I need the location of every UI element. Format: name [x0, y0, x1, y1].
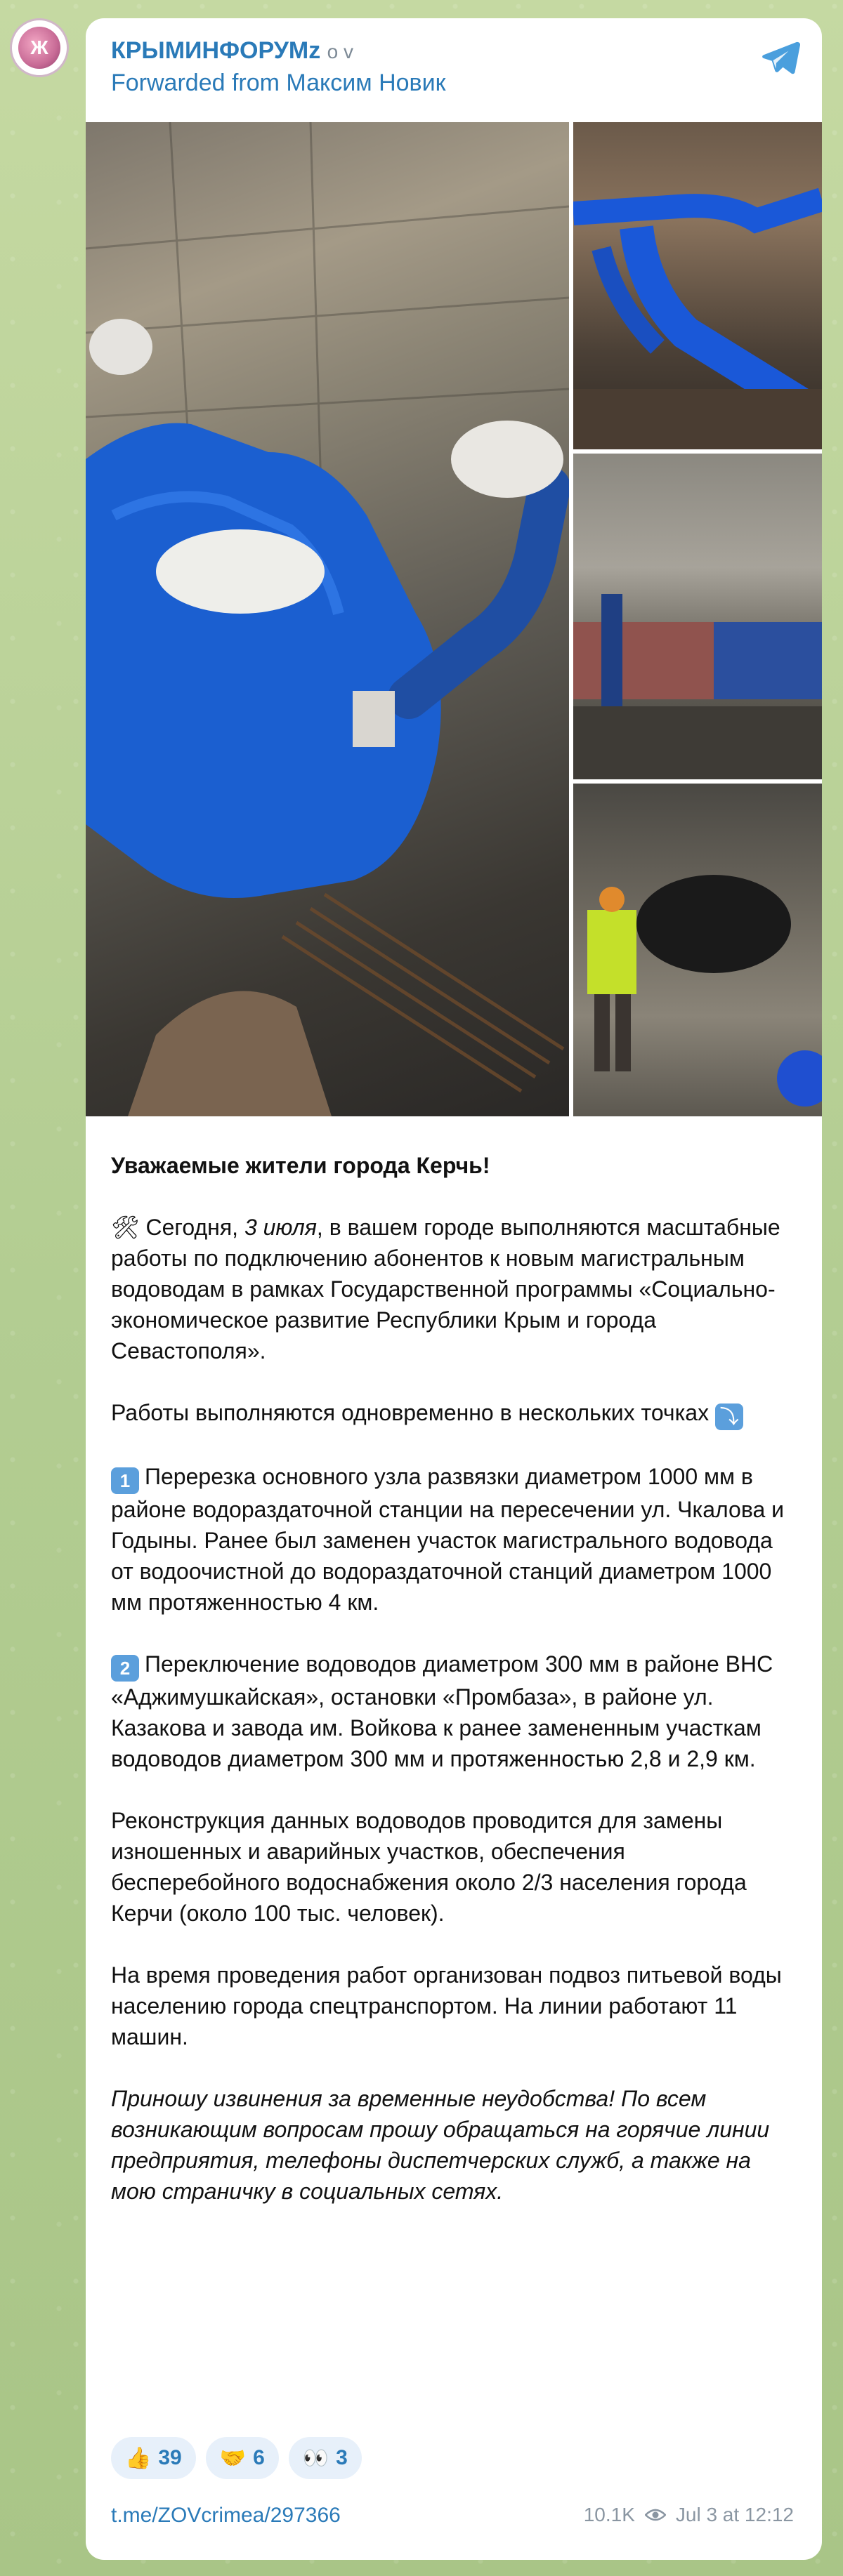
post-greeting: Уважаемые жители города Керчь!: [111, 1153, 490, 1178]
post-paragraph-6: На время проведения работ организован подвоз питьевой воды населению города спецтранспортом. На линии работают 11 машин.: [111, 1962, 782, 2049]
p2-text: Работы выполняются одновременно в нескольких точках: [111, 1400, 710, 1425]
p3-text: Перерезка основного узла развязки диаметром 1000 мм в районе водораздаточной станции на пересечении ул. Чкалова и Годыны. Ранее был заменен участок магистрального водовода от водоочистной до водораздаточной станций диаметром 1000 мм протяженностью 4 км.: [111, 1464, 785, 1615]
post-paragraph-3: [111, 1461, 799, 1618]
channel-name-suffix: o v: [327, 41, 354, 62]
photo-pipes[interactable]: [573, 122, 822, 449]
post-paragraph-4: [111, 1649, 799, 1774]
reaction-thumbs-up[interactable]: [111, 2437, 196, 2479]
reaction-count: 6: [253, 2446, 265, 2469]
channel-avatar[interactable]: [10, 18, 69, 77]
post-link[interactable]: t.me/ZOVcrimea/297366: [111, 2504, 341, 2527]
post-paragraph-7: Приношу извинения за временные неудобства! По всем возникающим вопросам прошу обращаться на горячие линии предприятия, телефоны диспетчерских служб, а также на мою страничку в социальных сетях.: [111, 2086, 770, 2204]
p1-pre: Сегодня,: [139, 1215, 244, 1240]
post-time: Jul 3 at 12:12: [675, 2504, 794, 2525]
telegram-share-icon[interactable]: [759, 37, 801, 79]
media-grid: [86, 122, 822, 1116]
thumbs-up-icon: 👍: [125, 2446, 152, 2470]
post-text: [111, 1150, 799, 2238]
photo-pipe-joint[interactable]: [573, 454, 822, 779]
reaction-count: 3: [336, 2446, 348, 2469]
p4-text: Переключение водоводов диаметром 300 мм в районе ВНС «Аджимушкайская», остановки «Промбаза», в районе ул. Казакова и завода им. Войкова к ранее замененным участкам водоводов диаметром 300 мм и протяженностью 2,8 и 2,9 км.: [111, 1651, 773, 1771]
eyes-icon: 👀: [302, 2446, 329, 2470]
arrow-down-icon: ⤵: [715, 1403, 743, 1430]
post-paragraph-1: [111, 1212, 799, 1366]
p1-post: , в вашем городе выполняются масштабные работы по подключению абонентов к новым магистральным водоводам в рамках Государственной программы «Социально-экономическое развитие Республики Крым и города Севастополя».: [111, 1215, 780, 1363]
forwarded-from[interactable]: Forwarded from Максим Новик: [111, 70, 446, 96]
reaction-count: 39: [158, 2446, 182, 2469]
reactions-bar: [111, 2437, 362, 2479]
post-paragraph-2: [111, 1397, 799, 1430]
channel-name-text[interactable]: КРЫМИНФОРУМz: [111, 37, 321, 64]
avatar-image: Ж: [18, 27, 60, 69]
photo-pipe-joint-drawing: [573, 454, 822, 779]
photo-pipes-drawing: [573, 122, 822, 449]
message-bubble: [86, 18, 822, 2560]
photo-worker[interactable]: [573, 784, 822, 1116]
photo-worker-drawing: [573, 784, 822, 1116]
views-count: 10.1K: [583, 2504, 635, 2525]
reaction-handshake[interactable]: [206, 2437, 279, 2479]
eye-icon: [645, 2508, 666, 2522]
keycap-2-icon: 2: [111, 1655, 139, 1682]
message-header: [111, 35, 752, 98]
keycap-1-icon: 1: [111, 1467, 139, 1494]
channel-name[interactable]: [111, 35, 752, 67]
reaction-eyes[interactable]: [289, 2437, 362, 2479]
photo-main[interactable]: [86, 122, 569, 1116]
p1-date: 3 июля: [244, 1215, 317, 1240]
post-paragraph-5: Реконструкция данных водоводов проводится для замены изношенных и аварийных участков, обеспечения бесперебойного водоснабжения около 2/3 населения города Керчи (около 100 тыс. человек).: [111, 1808, 747, 1926]
handshake-icon: 🤝: [219, 2446, 247, 2470]
post-meta: [584, 2504, 794, 2526]
tools-icon: 🛠: [111, 1215, 140, 1240]
photo-main-drawing: [86, 122, 569, 1116]
